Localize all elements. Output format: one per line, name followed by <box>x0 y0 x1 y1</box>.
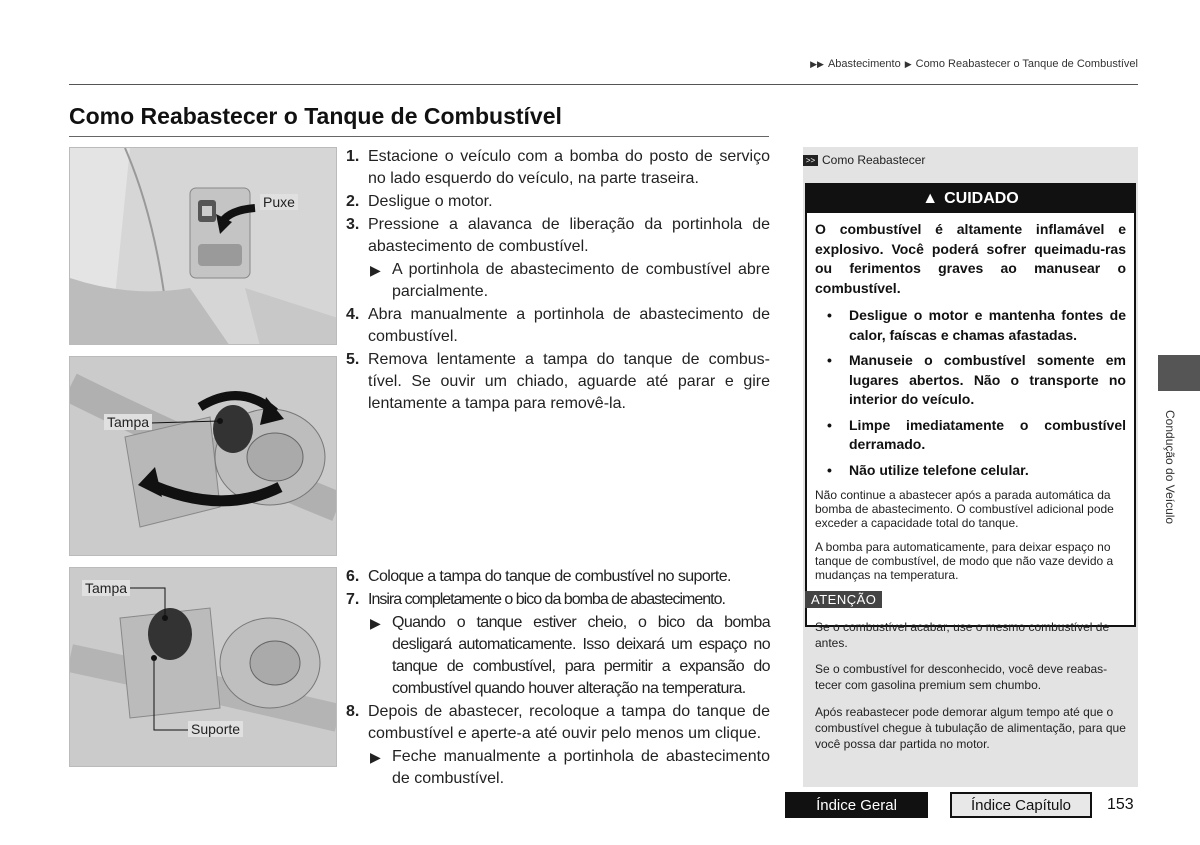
chapter-index-button[interactable]: Índice Capítulo <box>950 792 1092 818</box>
warning-triangle-icon: ▲ <box>922 190 939 207</box>
note-same-fuel: Se o combustível acabar, use o mesmo combustível de antes. <box>815 620 1110 650</box>
title-divider <box>69 136 769 137</box>
breadcrumb-item-refuel[interactable]: Como Reabastecer o Tanque de Combustível <box>915 58 1138 70</box>
triangle-right-icon: ▶ <box>370 749 381 765</box>
step-6: 6. Coloque a tampa do tanque de combustível no suporte. <box>346 568 731 585</box>
double-arrow-icon: ▶▶ <box>810 58 824 69</box>
warning-intro: O combustível é altamente inflamável e explosivo. Você poderá sofrer queimadu-ras ou ferimentos graves ao manusear o combustível. <box>815 221 1126 296</box>
warning-item: • Não utilize telefone celular. <box>827 461 1029 478</box>
warning-item: • Manuseie o combustível somente em lugares abertos. Não o transporte no interior do veículo. <box>827 352 1126 407</box>
cap-holder-illustration <box>70 568 337 767</box>
step-8-result: ▶ Feche manualmente a portinhola de abastecimento de combustível. <box>370 746 770 790</box>
double-chevron-icon: >> <box>803 155 818 166</box>
chapter-tab-label: Condução do Veículo <box>1163 410 1177 525</box>
step-5: 5. Remova lentamente a tampa do tanque de combus-tível. Se ouvir um chiado, aguarde até parar e gire lentamente a tampa para removê-la. <box>346 351 770 412</box>
step-3-result: ▶ A portinhola de abastecimento de combustível abre parcialmente. <box>370 259 770 303</box>
figure-cap-holder <box>69 567 337 767</box>
label-cap: Tampa <box>82 580 130 596</box>
note-autostop: Não continue a abastecer após a parada automática da bomba de abastecimento. O combustível adicional pode exceder a capacidade total do tanque. <box>815 488 1114 530</box>
page-title: Como Reabastecer o Tanque de Combustível <box>69 103 562 129</box>
step-3: 3. Pressione a alavanca de liberação da portinhola de abastecimento de combustível. <box>346 216 770 255</box>
label-pull: Puxe <box>260 194 298 210</box>
triangle-right-icon: ▶ <box>370 262 381 278</box>
sidebar-heading[interactable]: >> Como Reabastecer <box>803 153 925 167</box>
note-expansion: A bomba para automaticamente, para deixar espaço no tanque de combustível, de modo que não vaze devido a mudanças na temperatura. <box>815 540 1114 582</box>
cap-removal-illustration <box>70 357 337 556</box>
release-lever-illustration <box>70 148 337 345</box>
sidebar-notes <box>803 147 1138 787</box>
breadcrumb-item-fuel[interactable]: Abastecimento <box>827 58 901 70</box>
warning-item: • Desligue o motor e mantenha fontes de calor, faíscas e chamas afastadas. <box>827 307 1126 343</box>
figure-cap-removal <box>69 356 337 556</box>
step-1: 1. Estacione o veículo com a bomba do posto de serviço no lado esquerdo do veículo, na parte traseira. <box>346 148 770 187</box>
chapter-tab[interactable] <box>1158 355 1200 391</box>
attention-badge: ATENÇÃO <box>805 591 882 608</box>
warning-item: • Limpe imediatamente o combustível derramado. <box>827 416 1126 452</box>
breadcrumb <box>810 58 1138 70</box>
figure-release-lever <box>69 147 337 345</box>
note-delay: Após reabastecer pode demorar algum tempo até que o combustível chegue à tubulação de alimentação, para que você possa dar partida no motor. <box>815 705 1126 751</box>
label-cap: Tampa <box>104 414 152 430</box>
note-unknown-fuel: Se o combustível for desconhecido, você deve reabas-tecer com gasolina premium sem chumbo. <box>815 662 1108 692</box>
page-number: 153 <box>1107 796 1134 813</box>
step-4: 4. Abra manualmente a portinhola de abastecimento de combustível. <box>346 306 770 345</box>
steps-list-b <box>346 566 770 791</box>
step-7-result: ▶ Quando o tanque estiver cheio, o bico da bomba desligará automaticamente. Isso deixará um espaço no tanque de combustível, para permitir a expansão do combustível quando houver alteração na temperatura. <box>370 612 770 700</box>
triangle-right-icon: ▶ <box>370 615 381 631</box>
general-index-button[interactable]: Índice Geral <box>785 792 928 818</box>
arrow-icon: ▶ <box>904 58 912 69</box>
step-7: 7. Insira completamente o bico da bomba de abastecimento. <box>346 591 725 608</box>
steps-list-a <box>346 146 770 416</box>
warning-header: ▲ CUIDADO <box>807 185 1134 213</box>
step-8: 8. Depois de abastecer, recoloque a tampa do tanque de combustível e aperte-a até ouvir pelo menos um clique. <box>346 703 770 742</box>
top-divider <box>69 84 1138 85</box>
step-2: 2. Desligue o motor. <box>346 193 493 210</box>
label-holder: Suporte <box>188 721 243 737</box>
